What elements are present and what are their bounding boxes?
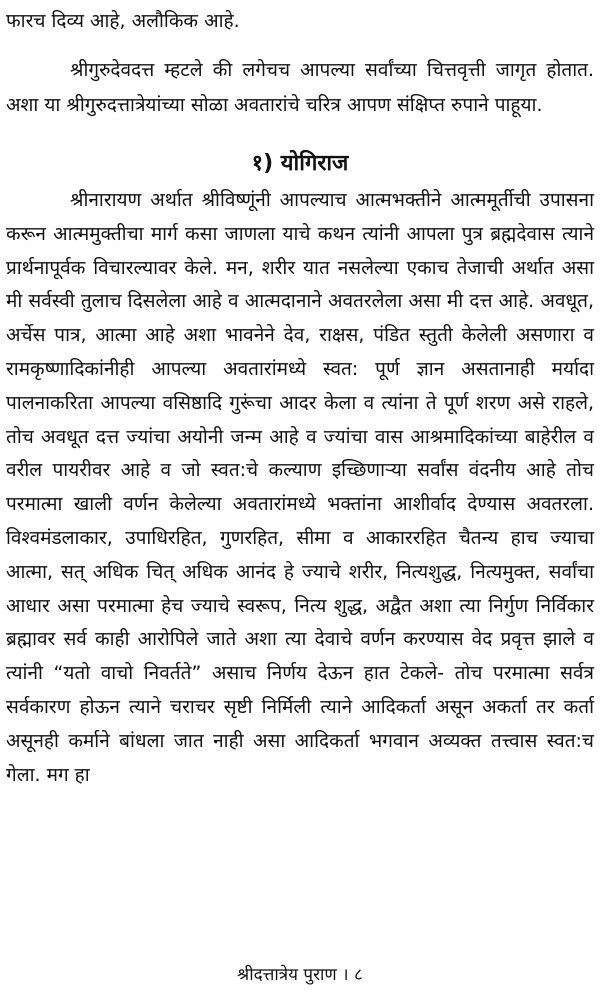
section-heading: १) योगिराज (251, 151, 349, 176)
continuation-text: फारच दिव्य आहे, अलौकिक आहे. (6, 10, 240, 32)
intro-paragraph: श्रीगुरुदेवदत्त म्हटले की लगेचच आपल्या सर्वांच्या चित्तवृत्ती जागृत होतात. अशा या श्रीगुरुदत्तात्रेयांच्या सोळा अवतारांचे चरित्र आपण संक्षिप्त रुपाने पाहूया. (6, 59, 594, 116)
page-footer: श्रीदत्तात्रेय पुराण । ८ (237, 965, 363, 985)
body-paragraph: श्रीनारायण अर्थात श्रीविष्णूंनी आपल्याच आत्मभक्तीने आत्ममूर्तीची उपासना करून आत्ममुक्तीचा मार्ग कसा जाणला याचे कथन त्यांनी आपला पुत्र ब्रह्मदेवास त्याने प्रार्थनापूर्वक विचारल्यावर केले. मन, शरीर यात नसलेल्या एकाच तेजाची अर्थात असा मी सर्वस्वी तुलाच दिसलेला आहे व आत्मदानाने अवतरलेला असा मी दत्त आहे. अवधूत, अर्चेस पात्र, आत्मा आहे अशा भावनेने देव, राक्षस, पंडित स्तुती केलेली असणारा व रामकृष्णादिकांनीही आपल्या अवतारांमध्ये स्वत: पूर्ण ज्ञान असतानाही मर्यादा पालनाकरिता आपल्या वसिष्ठादि गुरूंचा आदर केला व त्यांना ते पूर्ण शरण असे राहले, तोच अवधूत दत्त ज्यांचा अयोनी जन्म आहे व ज्यांचा वास आश्रमादिकांच्या बाहेरील व वरील पायरीवर आहे व जो स्वत:चे कल्याण इच्छिणाऱ्या सर्वांस वंदनीय आहे तोच परमात्मा खाली वर्णन केलेल्या अवतारांमध्ये भक्तांना आशीर्वाद देण्यास अवतरला. विश्वमंडलाकार, उपाधिरहित, गुणरहित, सीमा व आकाररहित चैतन्य हाच ज्याचा आत्मा, सत् अधिक चित् अधिक आनंद हे ज्याचे शरीर, नित्यशुद्ध, नित्यमुक्त, सर्वांचा आधार असा परमात्मा हेच ज्याचे स्वरूप, नित्य शुद्ध, अद्वैत अशा त्या निर्गुण निर्विकार ब्रह्मावर सर्व काही आरोपिले जाते अशा त्या देवाचे वर्णन करण्यास वेद प्रवृत्त झाले व त्यांनी “यतो वाचो निवर्तते” असाच निर्णय देऊन हात टेकले- तोच परमात्मा सर्वत्र सर्वकारण होऊन त्याने चराचर सृष्टी निर्मिली त्याने आदिकर्ता असून अकर्ता तर कर्ता असूनही कर्माने बांधला जात नाही असा आदिकर्ता भगवान अव्यक्त तत्त्वास स्वत:च गेला. मग हा (6, 189, 594, 786)
